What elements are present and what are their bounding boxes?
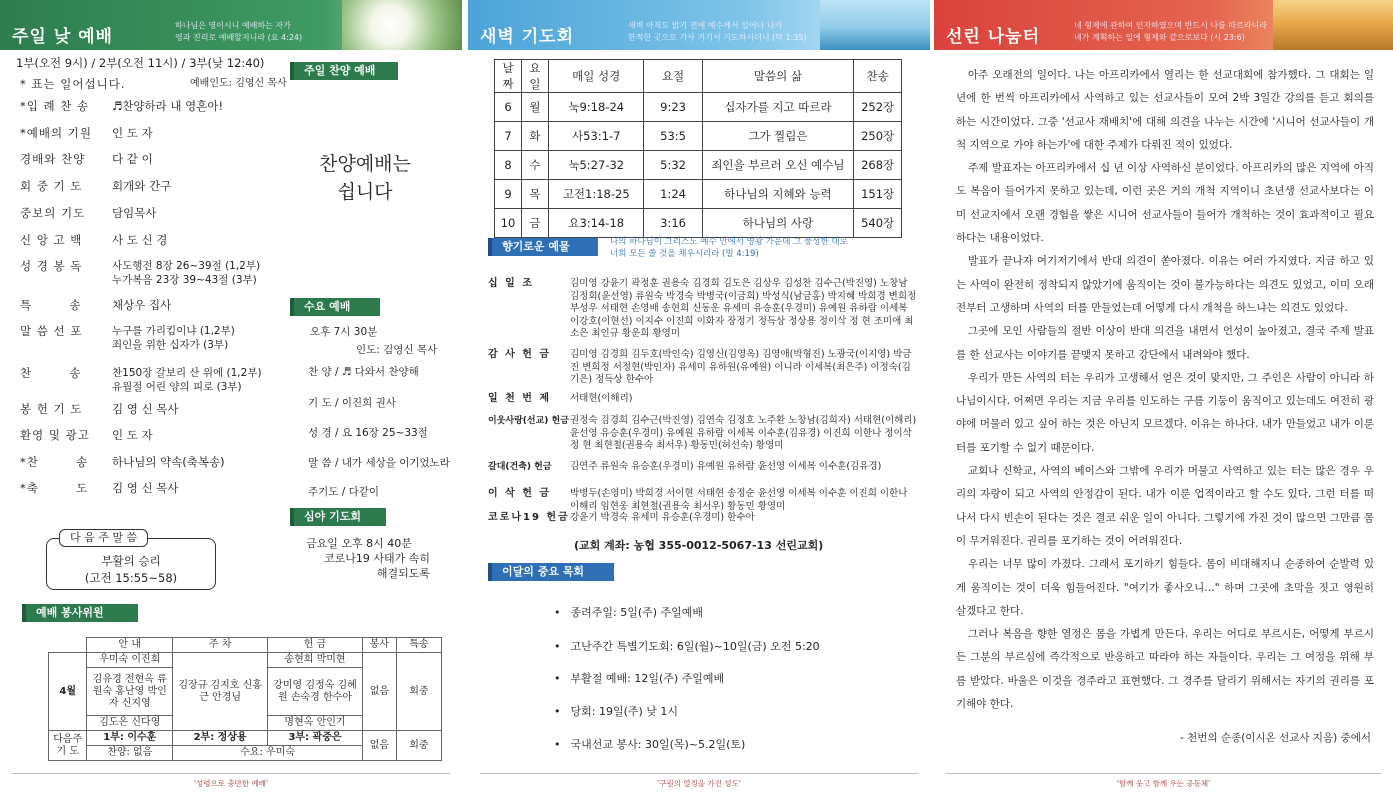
order-item [20,428,153,442]
order-value-line: 찬150장 갈보리 산 위에 (1,2부) [112,367,262,379]
order-value-line: 채상우 집사 [112,298,172,312]
banner-dawn [468,0,930,50]
order-value-line: ♬찬양하라 내 영혼아! [112,99,224,113]
order-item [20,298,171,312]
order-label: *축 도 [20,481,89,495]
offering-row [488,512,918,525]
dawn-cell: 3:16 [644,209,702,238]
order-label: 중보의 기도 [20,206,86,220]
banner-title: 새벽 기도회 [480,27,575,47]
footer-motto: '구원의 열정을 가진 성도' [480,773,918,789]
order-value-line: 예배인도: 김영신 목사 [190,78,287,89]
offering-row [488,488,918,513]
wednesday-header: 수요 예배 [290,298,380,316]
dawn-row [495,180,902,209]
dawn-cell: 53:5 [644,122,702,151]
wheat-photo [1273,0,1393,50]
dawn-cell: 10 [495,209,522,238]
footer-motto: '성령으로 충만한 예배' [12,773,450,789]
essay-paragraph: 그러나 복음을 향한 열정은 몸을 가볍게 만든다. 우리는 어디로 부르시든, 어떻게 부르시든 그분의 부르심에 즉각적으로 반응하고 따라야 하는 자들이다. 우리는 그 여정을 위해 부름 받았다. 바울은 이것을 경주라고 표현했다. 그 경주를 달리기 위해서는 자기의 권리를 포기해야 한다. [956,628,1374,711]
wednesday-time: 오후 7시 30분 [310,326,378,338]
order-item [20,179,171,193]
order-value [112,233,167,247]
offering-label: 십 일 조 [488,278,534,289]
dawn-cell: 1:24 [644,180,702,209]
night-prayer-info: 금요일 오후 8시 40분 코로나19 사태가 속히 해결되도록 [306,537,430,580]
servants-table: 안 내 주 차 헌 금 봉사 특송 4월 우미숙 이진희 김장규 김지호 신홍근 안경님 송현희 박미현 없음 회중 김유경 전현옥 류원숙 홍난영 박인자 신지영 강미영 김정옥 김혜원 손숙경 한수아 김도은 신다영 명현옥 안인기 다음주 기 도 1부: 이수훈 2부: 정상용 3부: 곽중은 없음 회중 찬양: 없음 수요: 우미숙 [48,637,442,761]
order-value-line: 인 도 자 [112,126,153,140]
footer-motto: '함께 웃고 함께 우는 공동체' [946,773,1381,789]
order-item [20,77,287,91]
dawn-row [495,151,902,180]
event-item [554,670,724,686]
dawn-cell: 수 [521,151,548,180]
dawn-table-header [495,60,902,93]
dawn-cell: 목 [521,180,548,209]
banner-verse: 네 형제에 관하여 인자하였으며 반드시 나를 따르라니라 네가 계획하는 일에 형제와 같으로보다 (시 23:6) [1074,21,1267,42]
events-header: 이달의 중요 목회 [488,563,614,581]
order-item [20,366,262,394]
dawn-col-header: 날짜 [495,60,522,93]
dawn-cell: 죄인을 부르러 오신 예수님 [702,151,854,180]
order-value-line2: 죄인을 위한 십자가 (3부) [112,339,229,351]
order-label: 환영 및 광고 [20,428,90,442]
dawn-cell: 9 [495,180,522,209]
church-account: (교회 계좌: 농협 355-0012-5067-13 선린교회) [574,539,824,552]
order-value-line: 김 영 신 목사 [112,402,179,416]
event-text: 종려주일: 5일(주) 주일예배 [570,606,704,619]
order-item [20,233,167,247]
service-times: 1부(오전 9시) / 2부(오전 11시) / 3부(낮 12:40) [16,56,265,70]
servants-header: 예배 봉사위원 [22,604,138,622]
essay-paragraph: 발표가 끝나자 여기저기에서 반대 의견이 쏟아졌다. 이유는 여러 가지였다. 지금 하고 있는 사역이 완전히 정착되지 않았기에 움직이는 것이 불가능하다는 의견도 있었고, 이미 오래전부터 고생하며 사역의 터를 만들었는데 어떻게 다시 개척을 하느냐는 의견도 있었다. [956,255,1374,314]
order-value-line: 담임목사 [112,206,157,220]
dawn-col-header: 말씀의 삶 [702,60,854,93]
praise-worship-header: 주일 찬양 예배 [290,62,398,80]
essay-text [956,64,1374,716]
order-label: 봉 헌 기 도 [20,402,83,416]
order-value-line2: 유월절 어린 양의 피로 (3부) [112,381,242,393]
essay-paragraph: 그곳에 모인 사람들의 절반 이상이 반대 의견을 내면서 언성이 높아졌고, 결국 주제 발표를 한 선교사는 이야기를 끝맺지 못하고 강단에서 내려와야 했다. [956,325,1374,361]
offering-label: 일 천 번 제 [488,393,552,404]
next-word-ref: (고전 15:55~58) [84,571,178,585]
dawn-cell: 5:32 [644,151,702,180]
offering-names: 김미영 강윤기 곽정훈 권용숙 김경희 김도은 김상우 김성찬 김수근(박진영) 노창남 김정회(윤선영) 류원숙 박경숙 박병국(이금희) 박성식(남금홍) 박지혜 박희경 변희정 부성우 서태현 손영배 송현희 신동운 유세미 유승훈(우경미) 유예원 유하람 이세복 이강호(이현선) 이지수 이진희 이화자 장정기 정득상 정상용 정이삭 정 현 조미애 최소은 최인규 황운희 황영미 [570,278,917,339]
offering-names: 김미영 김경희 김두호(박인숙) 김영신(김영옥) 김영애(박형진) 노광국(이지영) 박금진 변희정 서정현(박인자) 유세미 유하원(유예원) 이니라 이세복(최은주) 이정숙(김기은) 정득상 한수아 [570,349,912,385]
order-label: 성 경 봉 독 [20,259,83,273]
dawn-cell: 9:23 [644,93,702,122]
dawn-cell: 252장 [854,93,902,122]
bullet-icon: • [554,606,561,619]
order-item [20,206,156,220]
banner-verse: 하나님은 영이시니 예배하는 자가 영과 진리로 예배할지니라 (요 4:24) [175,21,303,42]
order-value [112,179,171,193]
order-label: 경배와 찬양 [20,152,86,166]
order-value [112,99,223,113]
essay-paragraph: 우리는 너무 많이 가졌다. 그래서 포기하기 힘들다. 몸이 비대해지니 순종하여 순발력 있게 움직이는 것이 더욱 힘들어진다. "여기가 좋사오니…" 하며 그곳에 초막을 짓고 영원히 살겠다고 한다. [956,558,1374,617]
bullet-icon: • [554,705,561,718]
bullet-icon: • [554,672,561,685]
offering-label: 코로나19 헌금 [488,512,570,523]
dawn-cell: 하나님의 지혜와 능력 [702,180,854,209]
order-value [112,455,225,469]
essay-source: - 천번의 순종(이시온 선교사 지음) 중에서 [1180,732,1371,744]
order-value [112,206,156,220]
order-item [20,126,153,140]
wednesday-item: 주기도 / 다같이 [308,486,380,498]
event-item [554,703,678,719]
order-item [20,259,260,287]
dawn-row [495,209,902,238]
event-text: 국내선교 봉사: 30일(목)~5.2일(토) [570,738,746,751]
order-value [112,126,153,140]
order-item [20,152,153,166]
order-value [112,324,235,352]
offering-row [488,461,918,474]
sky-photo [820,0,930,50]
order-item [20,402,179,416]
offering-names: 강윤기 박경숙 유세미 유승훈(우경미) 한수아 [570,512,755,523]
banner-sharing [934,0,1393,50]
wednesday-item: 성 경 / 요 16장 25~33절 [308,427,428,439]
event-item [554,638,820,654]
order-value-line2: 누가복음 23장 39~43절 (3부) [112,274,257,286]
banner-sunday [0,0,462,50]
order-value-line: 회개와 간구 [112,179,172,193]
order-value-line: 사도행전 8장 26~39절 (1,2부) [112,260,261,272]
dawn-cell: 151장 [854,180,902,209]
order-value [190,77,287,91]
dawn-cell: 268장 [854,151,902,180]
order-label: *예배의 기원 [20,126,92,140]
order-item [20,481,179,495]
order-value [112,481,179,495]
wednesday-item: 찬 양 / ♬ 다와서 찬양해 [308,366,419,378]
dawn-cell: 540장 [854,209,902,238]
order-label: * 표는 일어섭니다. [20,77,126,91]
order-label: 회 중 기 도 [20,179,83,193]
offering-names: 박병두(손영미) 박희경 서이현 서태현 송정순 윤선영 이세복 이수훈 이진희 이한나 이해리 임현웅 최현철(권용숙 최서우) 황동민 황영미 [570,488,908,512]
night-prayer-header: 심야 기도회 [290,508,386,526]
offering-row [488,349,918,387]
order-label: 말 씀 선 포 [20,324,83,338]
order-value [112,402,179,416]
order-label: 찬 송 [20,366,82,380]
essay-paragraph: 우리가 만든 사역의 터는 우리가 고생해서 얻은 것이 맞지만, 그 주인은 사람이 아니라 하나님이시다. 어쩌면 우리는 지금 우리를 인도하는 구름 기둥이 움직이고 있는데도 여전히 광야에 머물러 있고 싶어 하는 것은 아닌지 모르겠다. 이유는 하나다. 내가 만들었고 내가 이룬 터를 포기할 수 없기 때문이다. [956,371,1374,454]
dawn-cell: 7 [495,122,522,151]
order-label: *찬 송 [20,455,89,469]
dawn-cell: 화 [521,122,548,151]
bullet-icon: • [554,738,561,751]
event-text: 고난주간 특별기도회: 6일(월)~10일(금) 오전 5:20 [570,640,820,653]
wednesday-item: 기 도 / 이진희 권사 [308,397,396,409]
essay-paragraph: 아주 오래전의 일이다. 나는 아프리카에서 열리는 한 선교대회에 참가했다. 그 대회는 일 년에 한 번씩 아프리카에서 사역하고 있는 선교사들이 모여 2박 3일간 강의를 듣고 회의를 하는 시간이었다. 그중 '선교사 재배치'에 대해 의견을 나누는 시간에 '시니어 선교사들이 개척 지역으로 가야 하는가'에 대한 주제가 다뤄진 적이 있었다. [956,69,1374,151]
dawn-col-header: 요절 [644,60,702,93]
order-value-line: 인 도 자 [112,428,153,442]
dawn-cell: 눅9:18-24 [548,93,644,122]
event-item [554,736,745,752]
dawn-col-header: 매일 성경 [548,60,644,93]
column-sharing [934,0,1393,795]
order-value-line: 누구를 가리킴이냐 (1,2부) [112,325,235,337]
dawn-cell: 요3:14-18 [548,209,644,238]
offering-label: 감 사 헌 금 [488,349,552,360]
order-value-line: 사 도 신 경 [112,233,168,247]
order-value-line: 하나님의 약속(축복송) [112,455,225,469]
offering-row [488,278,918,341]
dawn-cell: 250장 [854,122,902,151]
dawn-cell: 6 [495,93,522,122]
dawn-row [495,122,902,151]
order-value-line: 김 영 신 목사 [112,481,179,495]
event-text: 부활절 예배: 12일(주) 주일예배 [570,672,725,685]
dawn-cell: 8 [495,151,522,180]
order-value [112,259,260,287]
order-label: 신 앙 고 백 [20,233,83,247]
order-value [112,428,153,442]
event-item [554,604,703,620]
wednesday-leader: 인도: 김영신 목사 [356,344,438,356]
next-word-header: 다 음 주 말 씀 [59,529,148,547]
event-text: 당회: 19일(주) 낮 1시 [570,705,679,718]
order-value [112,152,153,166]
order-label: *입 례 찬 송 [20,99,90,113]
wednesday-item: 말 씀 / 내가 세상을 이기었노라 [308,457,450,469]
dawn-cell: 눅5:27-32 [548,151,644,180]
column-sunday-worship [0,0,462,795]
order-item [20,99,223,113]
dawn-cell: 금 [521,209,548,238]
order-item [20,455,225,469]
offering-label: 이웃사랑(선교) 헌금 [488,416,569,426]
offering-names: 서태현(이해리) [570,393,633,404]
flower-photo [342,0,462,50]
offering-row [488,393,918,406]
dawn-cell: 고전1:18-25 [548,180,644,209]
essay-paragraph: 교회나 신학교, 사역의 베이스와 그밖에 우리가 머물고 사역하고 있는 터는 많은 경우 우리의 자랑이 되고 사역의 안정감이 된다. 내가 이룬 업적이라고 할 수도 있다. 그런 터를 떠나서 다시 빈손이 된다는 것은 결코 쉬운 일이 아니다. 그렇기에 가진 것이 많으면 그만큼 몸이 무거워진다. 권리를 포기하는 것이 어려워진다. [956,465,1374,547]
offering-verse: 나의 하나님이 그리스도 예수 안에서 영광 가운데 그 풍성한 대로 너희 모든 쓸 것을 채우시리라 (빌 4:19) [610,237,848,259]
dawn-cell: 월 [521,93,548,122]
column-dawn-prayer [468,0,930,795]
offering-row [488,415,918,453]
dawn-cell: 하나님의 사랑 [702,209,854,238]
offering-label: 이 삭 헌 금 [488,488,552,499]
essay-paragraph: 주제 발표자는 아프리카에서 십 년 이상 사역하신 분이었다. 아프리카의 많은 지역에 아직도 복음이 들어가지 못하고 있는데, 이런 곳은 거의 개척 지역이니 초년생 선교사보다는 이미 선교지에서 오랜 경험을 쌓은 시니어 선교사들이 들어가 개척하는 것이 효과적이고 필요하다는 내용이었다. [956,162,1374,245]
banner-title: 선린 나눔터 [946,27,1041,47]
praise-notice: 찬양예배는 쉽니다 [319,153,411,203]
dawn-cell: 십자가를 지고 따르라 [702,93,854,122]
dawn-cell: 그가 찔림은 [702,122,854,151]
offering-names: 권정숙 김경희 김수근(박진영) 김연숙 김정호 노주환 노창남(김희자) 서태현(이해리) 윤선영 유승훈(우경미) 유예원 유하람 이세복 이수훈(김유경) 이진희 이한나 정이삭 정 현 최현철(권용숙 최서우) 황동민(허선숙) 황영미 [570,415,917,451]
offering-header: 향기로운 예물 [488,238,598,256]
order-value-line: 다 같 이 [112,152,153,166]
next-week-word-box [46,531,216,590]
order-value [112,298,171,312]
order-item [20,324,235,352]
offering-names: 김연주 류원숙 유승훈(우경미) 유예원 유하람 윤선영 이세복 이수훈(김유경) [570,461,882,472]
dawn-row [495,93,902,122]
offering-label: 갈대(건축) 헌금 [488,462,552,472]
dawn-schedule-table [494,59,902,238]
banner-verse: 새벽 아직도 밝기 전에 예수께서 일어나 나가 한적한 곳으로 가사 거기서 기도하시더니 (막 1:35) [628,21,807,42]
order-label: 특 송 [20,298,82,312]
bullet-icon: • [554,640,561,653]
dawn-col-header: 요일 [521,60,548,93]
dawn-cell: 사53:1-7 [548,122,644,151]
dawn-col-header: 찬송 [854,60,902,93]
banner-title: 주일 낮 예배 [12,27,113,47]
next-word-title: 부활의 승리 [101,554,161,568]
order-value [112,366,262,394]
